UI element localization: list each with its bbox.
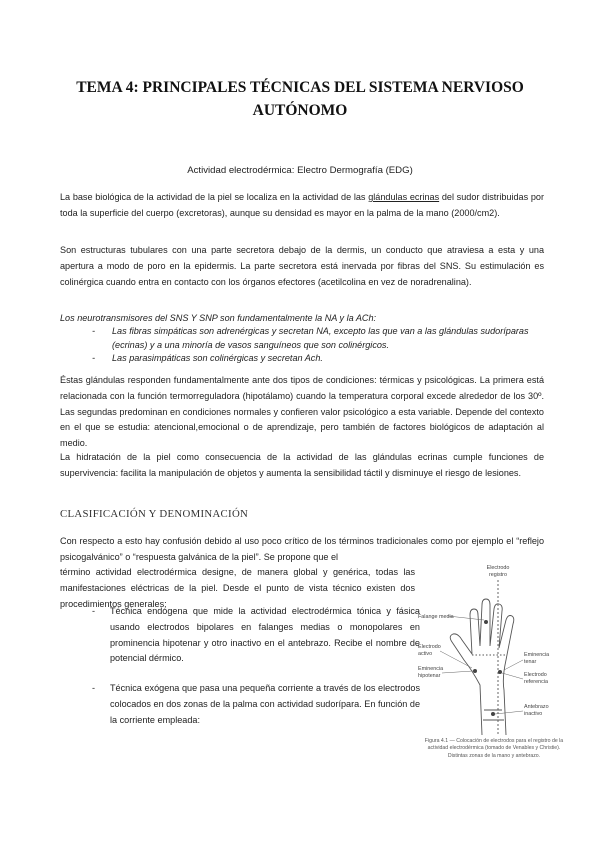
title-line-1: TEMA 4: PRINCIPALES TÉCNICAS DEL SISTEMA NERVIOSO	[76, 79, 524, 96]
list-item: - Técnica endógena que mide la actividad electrodérmica tónica y fásica usando electrodos bipolares en falanges medias o monopolares en prominencia hipotenar y otro inactivo en el antebrazo. Recibe el nombre de potencial dérmico.	[60, 604, 420, 667]
hand-illustration	[412, 560, 572, 736]
paragraph-5: término actividad electrodérmica designe, de manera global y genérica, todas las manifestaciones eléctricas de la piel. Desde el punto de vista técnico existen dos procedimientos generales:	[60, 567, 415, 609]
paragraph-5-intro: Con respecto a esto hay confusión debido al uso poco crítico de los términos tradicionales como por ejemplo el “reflejo psicogalvánico” o “respuesta galvánica de la piel”. Se propone que el	[60, 536, 544, 562]
paragraph-1	[60, 190, 544, 222]
list-item: - Las fibras simpáticas son adrenérgicas y secretan NA, excepto las que van a las glándulas sudoríparas (ecrinas) y a una minoría de vasos sanguíneos que son colinérgicos.	[60, 325, 544, 352]
label-top-2: registro	[489, 572, 507, 578]
label-bottom-2: inactivo	[524, 711, 543, 717]
paragraph-3: Éstas glándulas responden fundamentalmente ante dos tipos de condiciones: térmicas y psicológicas. La primera está relacionada con la función termorreguladora (hipotálamo) cuando la temperatura corporal excede alrededor de los 30º. Las segundas predominan en condiciones normales y confieren valor psicológico a esta variable. Depende del contexto en el que se estudia: atencional,emocional o de aprendizaje, pero también de factores biológicos de adaptación al medio.	[60, 375, 544, 449]
section-subtitle: Actividad electrodérmica: Electro Dermografía (EDG)	[187, 165, 413, 176]
label-left-4: hipotenar	[418, 673, 441, 679]
underlined-term: glándulas ecrinas	[368, 192, 440, 202]
label-right-1: Eminencia	[524, 652, 550, 658]
paragraph-1-end: del sudor distribuidas por toda la superficie del cuerpo (excretoras), aunque su densidad es mayor en la palma de la mano (2000/cm2).	[60, 192, 544, 218]
techniques-list	[60, 604, 420, 729]
figure-caption: Figura 4.1 — Colocación de electrodos para el registro de la actividad electrodérmica (tomado de Venables y Christie). Distintas zonas de la mano y antebrazo.	[424, 738, 564, 759]
neurotransmitters-intro: Los neurotransmisores del SNS Y SNP son fundamentalmente la NA y la ACh:	[60, 313, 377, 323]
label-left-2: activo	[418, 651, 433, 657]
label-falanges: Falange media	[418, 614, 454, 620]
neurotransmitters-list	[60, 325, 544, 366]
label-bottom-1: Antebrazo	[524, 704, 549, 710]
label-left-1: Electrodo	[418, 644, 441, 650]
page-title	[60, 76, 540, 122]
label-right-2: tenar	[524, 659, 537, 665]
hand-electrode-figure	[412, 560, 572, 736]
paragraph-1-start: La base biológica de la actividad de la piel se localiza en la actividad de las	[60, 192, 369, 202]
label-top: Electrodo	[486, 565, 510, 571]
list-item: - Técnica exógena que pasa una pequeña corriente a través de los electrodos colocados en dos zonas de la palma con actividad sudorípara. En función de la corriente empleada:	[60, 681, 420, 728]
title-line-2: AUTÓNOMO	[252, 102, 348, 119]
paragraph-2: Son estructuras tubulares con una parte secretora debajo de la dermis, un conducto que atraviesa a esta y una apertura a modo de poro en la epidermis. La parte secretora está inervada por fibras del SNS. Su estimulación es colinérgica cuando entra en contacto con los órganos efectores (acetilcolina en vez de noradrenalina).	[60, 245, 544, 287]
paragraph-4: La hidratación de la piel como consecuencia de la actividad de las glándulas ecrinas cumple funciones de supervivencia: facilita la manipulación de objetos y aumenta la sensibilidad táctil y disminuye el riesgo de lesiones.	[60, 452, 544, 478]
list-item: - Las parasimpáticas son colinérgicas y secretan Ach.	[60, 352, 544, 366]
label-right-3: Electrodo	[524, 672, 547, 678]
label-right-4: referencia	[524, 679, 548, 685]
label-left-3: Eminencia	[418, 666, 444, 672]
section-heading: CLASIFICACIÓN Y DENOMINACIÓN	[60, 508, 249, 520]
